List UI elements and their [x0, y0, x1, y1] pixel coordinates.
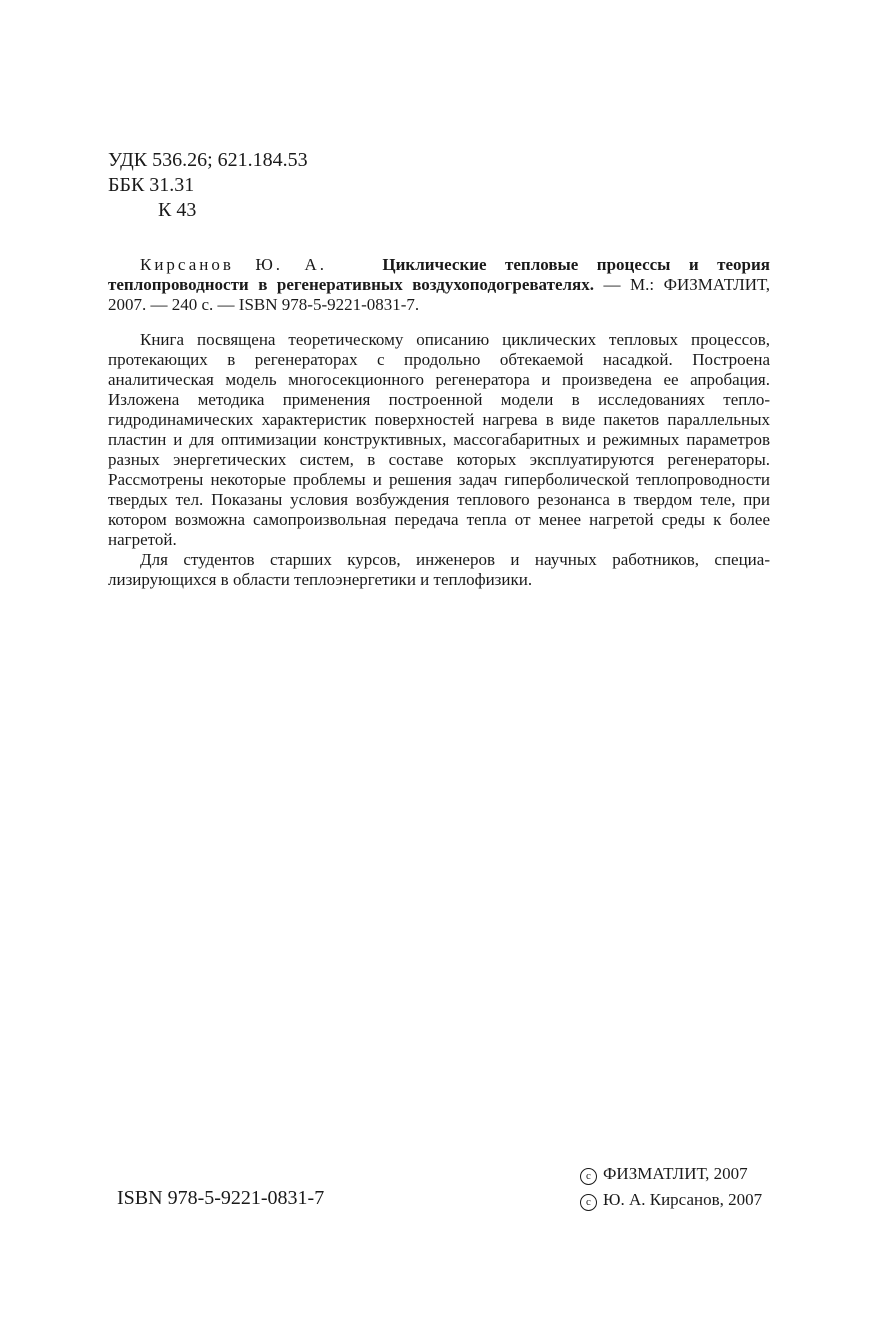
bbk-code: ББК 31.31 [108, 174, 195, 196]
copyright-icon: c [580, 1194, 597, 1211]
copyright-author: Ю. А. Кирсанов, 2007 [603, 1190, 763, 1209]
book-author: Кирсанов Ю. А. [140, 255, 328, 274]
udk-code: УДК 536.26; 621.184.53 [108, 149, 308, 171]
annotation-paragraph: Для студентов старших курсов, инженеров и научных работников, специализирующихся в области теплоэнергетики и теплофизики. [108, 550, 770, 589]
classification-codes [108, 148, 308, 223]
isbn-footer: ISBN 978-5-9221-0831-7 [117, 1187, 325, 1209]
copyright-author-line [580, 1187, 762, 1213]
copyright-publisher: ФИЗМАТЛИТ, 2007 [603, 1164, 748, 1183]
book-title: Циклические тепловые процессы и теория теплопроводности в регенеративных воздухоподогревателях. [108, 255, 771, 294]
book-imprint: — М.: ФИЗМАТЛИТ, 2007. — 240 с. — ISBN 978-5-9221-0831-7. [108, 275, 770, 314]
copyright-block [580, 1161, 762, 1213]
author-mark: К 43 [158, 199, 197, 221]
copyright-icon: c [580, 1168, 597, 1185]
bibliographic-entry [108, 255, 770, 315]
annotation [108, 330, 770, 590]
annotation-paragraph: Книга посвящена теоретическому описанию циклических тепловых процессов, протекающих в регенераторах с продольно обтекаемой насадкой. Построена аналитическая модель многосекционного регенератора и произведена ее апробация. Изложена методика применения построенной модели в исследованиях тепло-гидродинамических характеристик поверхностей нагрева в виде пакетов параллельных пластин и для оптимизации конструктивных, массогабаритных и режимных параметров разных энергетических систем, в составе которых эксплуатируются регенераторы. Рассмотрены некоторые проблемы и решения задач гиперболической теплопроводности твердых тел. Показаны условия возбуждения теплового резонанса в твердом теле, при котором возможна самопроизвольная передача тепла от менее нагретой среды к более нагретой. [108, 330, 770, 549]
copyright-publisher-line [580, 1161, 762, 1187]
